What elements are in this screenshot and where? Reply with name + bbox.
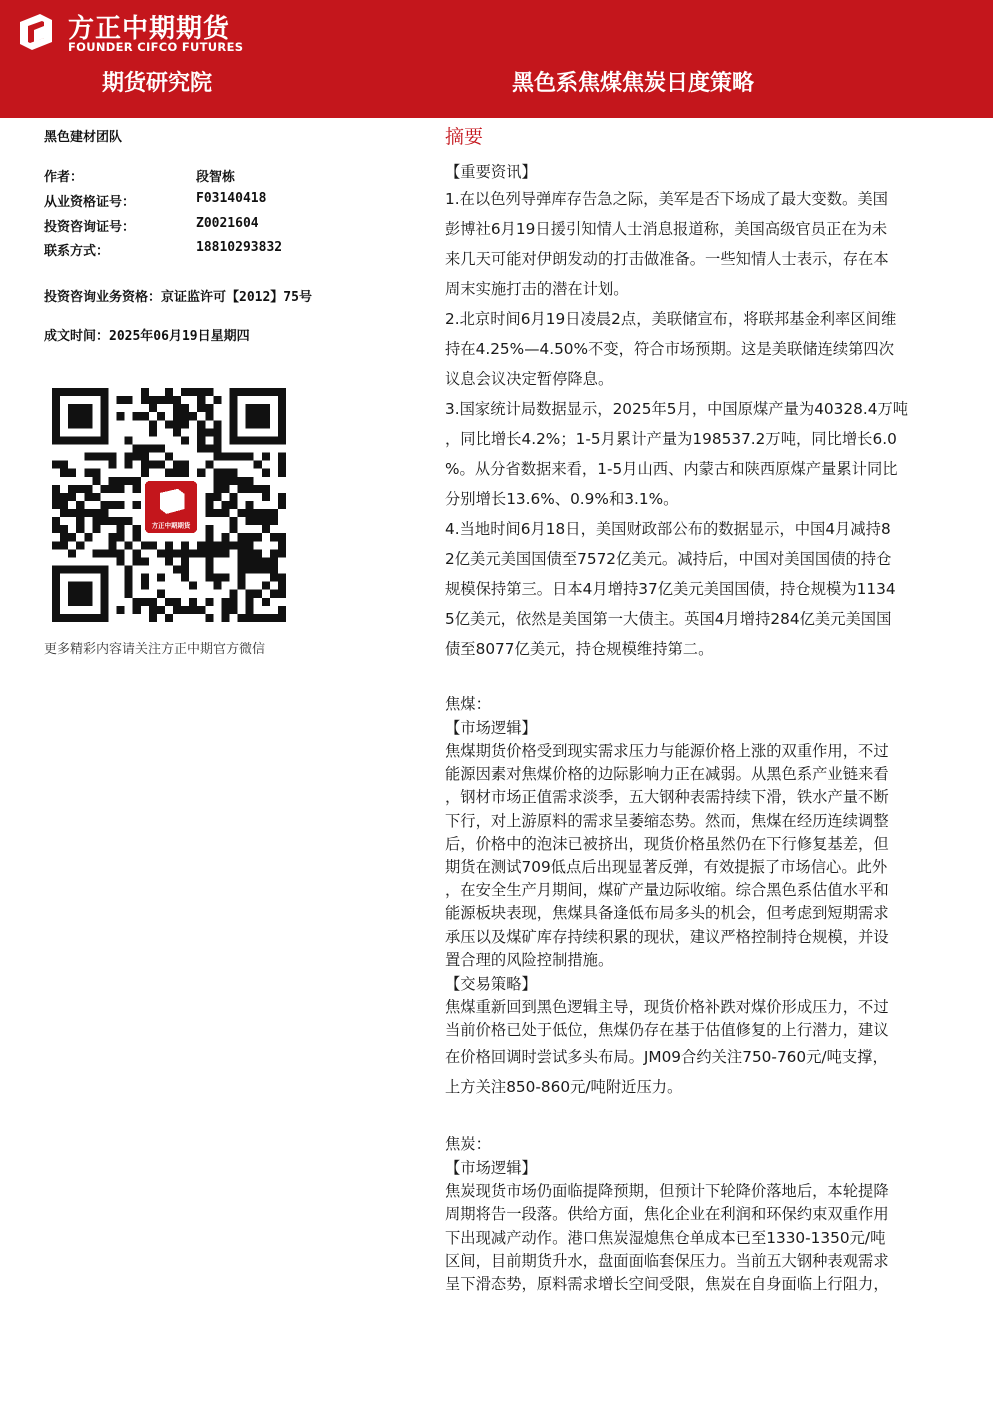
news-line: 4.当地时间6月18日，美国财政部公布的数据显示，中国4月减持8 (445, 520, 891, 538)
news-line: 2.北京时间6月19日凌晨2点，美联储宣布，将联邦基金利率区间维 (445, 310, 897, 328)
coke-logic-label: 【市场逻辑】 (445, 1159, 537, 1178)
news-line: 5亿美元，依然是美国第一大债主。英国4月增持284亿美元美国国 (445, 610, 892, 628)
department-title: 期货研究院 (102, 71, 213, 96)
news-line: 彭博社6月19日援引知情人士消息报道称，美国高级官员正在为未 (445, 220, 888, 238)
text-line: 呈下滑态势，原料需求增长空间受限，焦炭在自身面临上行阻力， (445, 1275, 889, 1293)
info-key: 投资咨询证号： (44, 220, 136, 235)
info-value: 18810293832 (196, 240, 283, 255)
news-line: 3.国家统计局数据显示，2025年5月，中国原煤产量为40328.4万吨 (445, 400, 909, 418)
info-key: 联系方式： (44, 244, 110, 259)
report-title: 黑色系焦煤焦炭日度策略 (512, 71, 755, 96)
text-line: 焦炭现货市场仍面临提降预期，但预计下轮降价落地后，本轮提降 (445, 1182, 889, 1201)
info-value: F03140418 (196, 191, 267, 206)
summary-section (445, 120, 957, 1296)
news-line: 债至8077亿美元，持仓规模维持第二。 (445, 640, 714, 658)
news-line: %。从分省数据来看，1-5月山西、内蒙古和陕西原煤产量累计同比 (445, 460, 898, 478)
news-line: ，同比增长4.2%；1-5月累计产量为198537.2万吨，同比增长6.0 (445, 430, 897, 448)
text-line: 置合理的风险控制措施。 (445, 950, 614, 969)
text-line: 焦煤重新回到黑色逻辑主导，现货价格补跌对煤价形成压力，不过 (445, 997, 889, 1016)
text-line: 期货在测试709低点后出现显著反弹，有效提振了市场信心。此外 (445, 857, 888, 876)
coking-coal-strategy-body (445, 996, 957, 1102)
text-line: 能源板块表现，焦煤具备逢低布局多头的机会，但考虑到短期需求 (445, 904, 889, 923)
info-value: Z0021604 (196, 216, 259, 231)
info-key: 从业资格证号： (44, 195, 136, 210)
text-line: 承压以及煤矿库存持续积累的现状，建议严格控制持仓规模，并设 (445, 927, 889, 946)
text-line: 下出现减产动作。港口焦炭湿熄焦仓单成本已至1330-1350元/吨 (445, 1228, 886, 1247)
text-line: 下行，对上游原料的需求呈萎缩态势。然而，焦煤在经历连续调整 (445, 811, 889, 830)
coke-logic-body (445, 1180, 957, 1296)
coking-coal-strategy-label: 【交易策略】 (445, 974, 537, 993)
news-label: 【重要资讯】 (445, 163, 537, 181)
info-value: 段智栋 (196, 170, 236, 185)
brand-name-en: FOUNDER CIFCO FUTURES (68, 40, 244, 54)
news-line: 规模保持第三。日本4月增持37亿美元美国国债，持仓规模为1134 (445, 580, 896, 598)
team-name: 黑色建材团队 (44, 130, 123, 145)
coking-coal-logic-body (445, 740, 957, 972)
coke-title: 焦炭： (445, 1135, 491, 1154)
text-line: 上方关注850-860元/吨附近压力。 (445, 1078, 683, 1097)
info-key: 作者： (44, 170, 84, 185)
qr-caption: 更多精彩内容请关注方正中期官方微信 (44, 642, 266, 657)
text-line: ，在安全生产月期间，煤矿产量边际收缩。综合黑色系估值水平和 (445, 881, 889, 900)
news-line: 来几天可能对伊朗发动的打击做准备。一些知情人士表示，存在本 (445, 250, 889, 268)
news-line: 分别增长13.6%、0.9%和3.1%。 (445, 490, 679, 508)
news-line: 2亿美元美国国债至7572亿美元。减持后，中国对美国国债的持仓 (445, 550, 892, 568)
text-line: 周期将告一段落。供给方面，焦化企业在利润和环保约束双重作用 (445, 1205, 889, 1224)
text-line: 在价格回调时尝试多头布局。JM09合约关注750-760元/吨支撑， (445, 1048, 888, 1067)
founder-logo-icon (16, 12, 56, 52)
qr-badge-text (152, 521, 191, 530)
news-line: 议息会议决定暂停降息。 (445, 370, 614, 388)
news-line: 1.在以色列导弹库存告急之际，美军是否下场成了最大变数。美国 (445, 190, 888, 208)
text-line: 焦煤期货价格受到现实需求压力与能源价格上涨的双重作用，不过 (445, 742, 889, 760)
license-text: 投资咨询业务资格：京证监许可【2012】75号 (44, 290, 312, 305)
report-header (0, 0, 993, 118)
qr-code-icon (52, 388, 286, 622)
text-line: 区间，目前期货升水，盘面面临套保压力。当前五大钢种表观需求 (445, 1251, 889, 1270)
news-line: 持在4.25%—4.50%不变，符合市场预期。这是美联储连续第四次 (445, 340, 895, 358)
text-line: 能源因素对焦煤价格的边际影响力正在减弱。从黑色系产业链来看 (445, 765, 889, 784)
text-line: 当前价格已处于低位，焦煤仍存在基于估值修复的上行潜力，建议 (445, 1021, 889, 1040)
publish-date: 成文时间：2025年06月19日星期四 (44, 329, 250, 344)
coking-coal-title: 焦煤： (445, 695, 491, 713)
news-line: 周末实施打击的潜在计划。 (445, 280, 629, 298)
summary-heading: 摘要 (445, 126, 484, 148)
news-body (445, 184, 957, 664)
text-line: ，钢材市场正值需求淡季，五大钢种表需持续下滑，铁水产量不断 (445, 788, 889, 807)
coking-coal-logic-label: 【市场逻辑】 (445, 719, 537, 737)
brand-name-cn: 方正中期期货 (68, 14, 231, 44)
text-line: 后，价格中的泡沫已被挤出，现货价格虽然仍在下行修复基差，但 (445, 834, 889, 853)
